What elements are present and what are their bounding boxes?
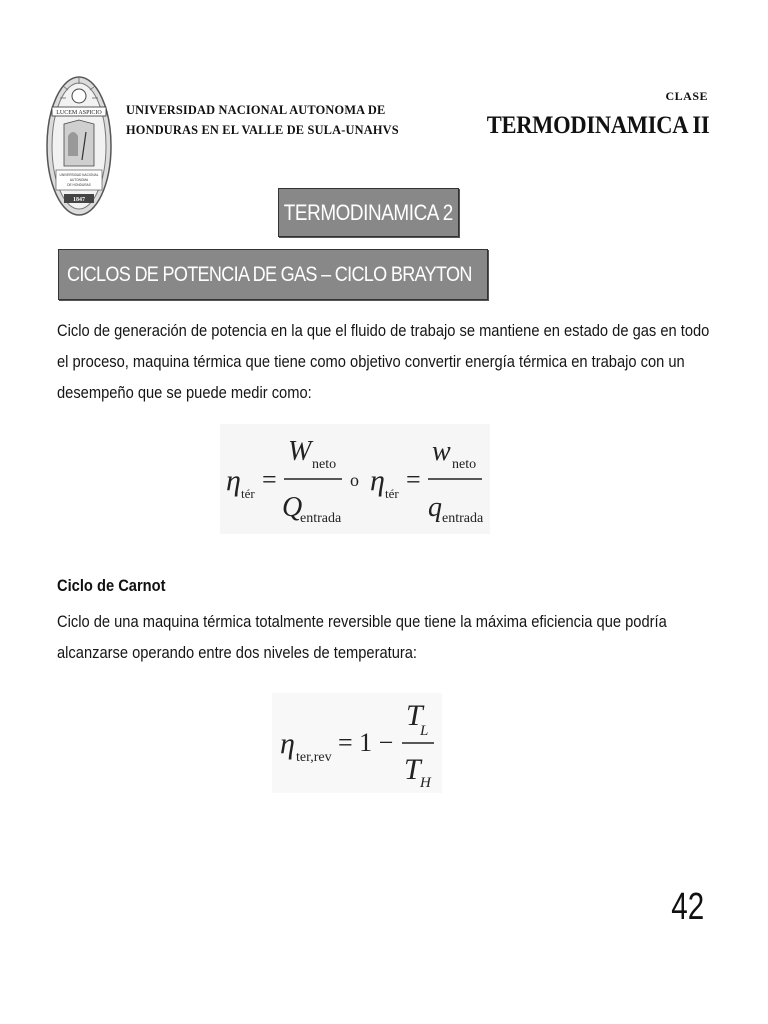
- intro-line-2: el proceso, maquina térmica que tiene como objetivo convertir energía térmica en trabajo con un: [57, 353, 685, 371]
- svg-text:η: η: [280, 727, 295, 760]
- svg-text:LUCEM ASPICIO: LUCEM ASPICIO: [56, 110, 102, 116]
- svg-text:=: =: [406, 465, 421, 494]
- svg-text:o: o: [350, 470, 359, 490]
- svg-text:neto: neto: [312, 457, 337, 472]
- carnot-paragraph: [57, 607, 742, 669]
- intro-line-3: desempeño que se puede medir como:: [57, 384, 312, 402]
- svg-text:η: η: [370, 464, 385, 497]
- intro-paragraph: [57, 316, 742, 409]
- carnot-line-2: alcanzarse operando entre dos niveles de temperatura:: [57, 644, 418, 662]
- svg-text:neto: neto: [452, 457, 477, 472]
- class-title: TERMODINAMICA II: [486, 112, 709, 139]
- topic-title: CICLOS DE POTENCIA DE GAS – CICLO BRAYTON: [67, 262, 472, 286]
- svg-text:W: W: [288, 436, 312, 467]
- svg-text:ter,rev: ter,rev: [296, 750, 332, 765]
- svg-text:tér: tér: [385, 486, 399, 501]
- university-line-2: HONDURAS EN EL VALLE DE SULA-UNAHVS: [126, 122, 399, 137]
- svg-text:w: w: [432, 436, 451, 467]
- svg-text:H: H: [420, 775, 431, 791]
- thermal-efficiency-formula: [220, 424, 490, 534]
- university-line-1: UNIVERSIDAD NACIONAL AUTONOMA DE: [126, 102, 386, 117]
- svg-text:q: q: [428, 492, 442, 523]
- svg-text:entrada: entrada: [300, 511, 342, 526]
- svg-text:L: L: [420, 723, 429, 739]
- svg-text:=: =: [262, 465, 277, 494]
- university-seal-logo: [46, 76, 112, 216]
- svg-text:entrada: entrada: [442, 511, 484, 526]
- svg-text:Q: Q: [282, 492, 303, 523]
- carnot-heading: Ciclo de Carnot: [57, 577, 166, 595]
- section-title-box: [278, 188, 459, 237]
- svg-text:= 1 −: = 1 −: [338, 728, 394, 757]
- svg-text:η: η: [226, 464, 241, 497]
- svg-text:T: T: [406, 699, 423, 732]
- carnot-efficiency-formula: [272, 693, 442, 793]
- intro-line-1: Ciclo de generación de potencia en la que el fluido de trabajo se mantiene en estado de gas en todo: [57, 322, 710, 340]
- svg-text:T: T: [404, 753, 421, 786]
- section-title: TERMODINAMICA 2: [283, 199, 454, 225]
- carnot-line-1: Ciclo de una maquina térmica totalmente reversible que tiene la máxima eficiencia que podría: [57, 613, 667, 631]
- page-number: 42: [671, 886, 704, 928]
- topic-title-box: [58, 249, 488, 300]
- svg-text:UNIVERSIDAD NACIONAL: UNIVERSIDAD NACIONAL: [59, 173, 99, 177]
- university-name: [126, 100, 411, 140]
- class-label: CLASE: [665, 89, 708, 103]
- svg-text:DE HONDURAS: DE HONDURAS: [67, 183, 91, 187]
- svg-text:AUTONOMA: AUTONOMA: [69, 178, 89, 182]
- svg-text:1847: 1847: [73, 197, 85, 203]
- svg-text:tér: tér: [241, 486, 255, 501]
